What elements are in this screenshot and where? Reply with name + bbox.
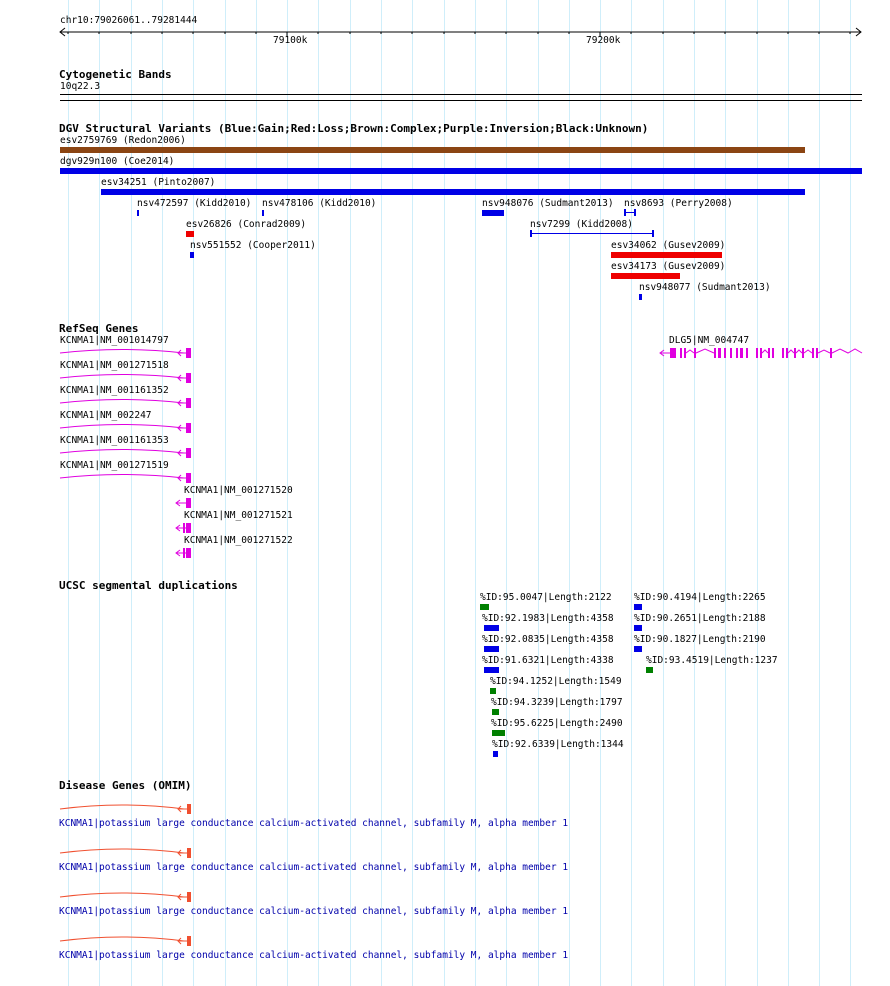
dgv-feature-label: nsv551552 (Cooper2011) <box>190 240 316 251</box>
segdup-label: %ID:92.0835|Length:4358 <box>482 634 614 645</box>
refseq-track-title: RefSeq Genes <box>59 322 139 335</box>
dgv-feature-label: esv26826 (Conrad2009) <box>186 219 307 230</box>
location-label: chr10:79026061..79281444 <box>60 15 198 26</box>
gene-exon <box>746 348 748 358</box>
dgv-feature-label: nsv478106 (Kidd2010) <box>262 198 377 209</box>
gene-exon <box>186 448 191 458</box>
cytoband-label: 10q22.3 <box>60 81 101 92</box>
refseq-gene-label: DLG5|NM_004747 <box>669 335 750 346</box>
cytoband-track-title: Cytogenetic Bands <box>59 68 172 81</box>
segdup-label: %ID:95.0047|Length:2122 <box>480 592 612 603</box>
omim-gene-label: KCNMA1|potassium large conductance calcium-activated channel, subfamily M, alpha member 1 <box>59 818 569 829</box>
gene-exon <box>730 348 732 358</box>
refseq-gene-kcnma1-nm-001271520[interactable] <box>174 495 196 509</box>
gene-exon <box>186 398 191 408</box>
refseq-gene-kcnma1-nm-002247[interactable] <box>58 420 198 434</box>
gene-exon <box>786 348 788 358</box>
gene-exon <box>186 523 191 533</box>
gene-exon <box>186 473 191 483</box>
gene-intron-line <box>696 349 714 353</box>
segdup-feature[interactable] <box>634 625 642 631</box>
dgv-feature-nsv472597[interactable] <box>137 210 139 216</box>
gene-exon <box>187 892 191 902</box>
segdup-label: %ID:90.2651|Length:2188 <box>634 613 766 624</box>
dgv-feature-label: esv34062 (Gusev2009) <box>611 240 726 251</box>
refseq-gene-kcnma1-nm-001271521[interactable] <box>174 520 196 534</box>
gene-intron-line <box>60 425 184 429</box>
gene-exon <box>680 348 682 358</box>
omim-gene-label: KCNMA1|potassium large conductance calcium-activated channel, subfamily M, alpha member 1 <box>59 862 569 873</box>
refseq-gene-kcnma1-nm-001271522[interactable] <box>174 545 196 559</box>
gene-intron-line <box>762 350 768 353</box>
segdup-feature[interactable] <box>492 709 499 715</box>
gene-exon <box>812 348 814 358</box>
cytoband-bar-bottom[interactable] <box>60 100 862 101</box>
refseq-gene-label: KCNMA1|NM_002247 <box>60 410 152 421</box>
segdup-feature[interactable] <box>480 604 489 610</box>
gene-intron-line <box>60 375 184 379</box>
gene-exon <box>187 936 191 946</box>
ruler-tick-label: 79100k <box>273 35 308 46</box>
dgv-feature-nsv948076[interactable] <box>482 210 504 216</box>
gene-exon <box>718 348 721 358</box>
dgv-feature-label: esv34173 (Gusev2009) <box>611 261 726 272</box>
gene-line <box>60 893 184 897</box>
dgv-feature-esv34251[interactable] <box>101 189 805 195</box>
gene-exon <box>760 348 762 358</box>
gene-exon <box>782 348 784 358</box>
dgv-feature-label: nsv948076 (Sudmant2013) <box>482 198 614 209</box>
gene-intron-line <box>804 350 812 353</box>
dgv-feature-label: nsv8693 (Perry2008) <box>624 198 733 209</box>
segdup-label: %ID:90.4194|Length:2265 <box>634 592 766 603</box>
dgv-feature-label: nsv472597 (Kidd2010) <box>137 198 252 209</box>
dgv-feature-esv26826[interactable] <box>186 231 194 237</box>
gene-exon <box>186 423 191 433</box>
segdup-label: %ID:91.6321|Length:4338 <box>482 655 614 666</box>
gene-exon <box>186 548 191 558</box>
gene-intron-line <box>60 475 184 479</box>
omim-gene-kcnma1[interactable] <box>58 889 198 903</box>
gene-exon <box>186 498 191 508</box>
dgv-feature-nsv7299[interactable] <box>528 230 656 238</box>
refseq-gene-label: KCNMA1|NM_001161352 <box>60 385 169 396</box>
segdup-feature[interactable] <box>634 604 642 610</box>
refseq-gene-label: KCNMA1|NM_001271522 <box>184 535 293 546</box>
gene-exon <box>186 373 191 383</box>
gene-exon <box>183 548 185 558</box>
refseq-gene-label: KCNMA1|NM_001271520 <box>184 485 293 496</box>
dgv-feature-esv34173[interactable] <box>611 273 680 279</box>
omim-gene-kcnma1[interactable] <box>58 801 198 815</box>
gene-intron-line <box>832 349 862 353</box>
gene-exon <box>740 348 743 358</box>
refseq-gene-label: KCNMA1|NM_001271521 <box>184 510 293 521</box>
refseq-gene-kcnma1-nm-001271519[interactable] <box>58 470 198 484</box>
gene-intron-line <box>60 400 184 404</box>
gene-intron-line <box>60 350 184 354</box>
gene-line <box>60 937 184 941</box>
omim-gene-label: KCNMA1|potassium large conductance calcium-activated channel, subfamily M, alpha member 1 <box>59 950 569 961</box>
dgv-feature-label: esv2759769 (Redon2006) <box>60 135 186 146</box>
segdup-feature[interactable] <box>492 730 505 736</box>
cytoband-bar-top[interactable] <box>60 94 862 95</box>
gene-exon <box>816 348 818 358</box>
gene-exon <box>772 348 774 358</box>
gene-exon <box>183 523 185 533</box>
dgv-track-title: DGV Structural Variants (Blue:Gain;Red:Loss;Brown:Complex;Purple:Inversion;Black:Unknown) <box>59 122 649 135</box>
segdup-feature[interactable] <box>493 751 498 757</box>
omim-track-title: Disease Genes (OMIM) <box>59 779 192 792</box>
segdup-label: %ID:92.6339|Length:1344 <box>492 739 624 750</box>
refseq-gene-kcnma1-nm-001014797[interactable] <box>58 345 198 359</box>
segdup-label: %ID:93.4519|Length:1237 <box>646 655 778 666</box>
gene-line <box>60 805 184 809</box>
refseq-gene-label: KCNMA1|NM_001161353 <box>60 435 169 446</box>
dgv-feature-nsv8693[interactable] <box>622 209 638 217</box>
segdup-feature[interactable] <box>484 646 499 652</box>
segdup-label: %ID:95.6225|Length:2490 <box>491 718 623 729</box>
gene-intron-line <box>686 350 694 353</box>
gene-intron-line <box>796 350 802 353</box>
dgv-feature-esv2759769[interactable] <box>60 147 805 153</box>
refseq-gene-label: KCNMA1|NM_001271518 <box>60 360 169 371</box>
dgv-feature-label: dgv929n100 (Coe2014) <box>60 156 175 167</box>
dgv-feature-label: nsv7299 (Kidd2008) <box>530 219 633 230</box>
segdup-feature[interactable] <box>634 646 642 652</box>
gene-exon <box>830 348 832 358</box>
segdup-feature[interactable] <box>484 667 499 673</box>
gene-exon <box>684 348 686 358</box>
ruler-axis[interactable] <box>0 24 890 44</box>
refseq-gene-dlg5-nm-004747[interactable] <box>658 345 864 359</box>
gene-exon <box>794 348 796 358</box>
refseq-gene-kcnma1-nm-001161352[interactable] <box>58 395 198 409</box>
segdup-label: %ID:94.3239|Length:1797 <box>491 697 623 708</box>
omim-gene-kcnma1[interactable] <box>58 845 198 859</box>
refseq-gene-label: KCNMA1|NM_001014797 <box>60 335 169 346</box>
dgv-feature-dgv929n100[interactable] <box>60 168 862 174</box>
refseq-gene-kcnma1-nm-001271518[interactable] <box>58 370 198 384</box>
ruler-tick-label: 79200k <box>586 35 621 46</box>
segdup-label: %ID:92.1983|Length:4358 <box>482 613 614 624</box>
gene-intron-line <box>60 450 184 454</box>
gene-exon <box>187 848 191 858</box>
omim-gene-label: KCNMA1|potassium large conductance calcium-activated channel, subfamily M, alpha member 1 <box>59 906 569 917</box>
gene-exon <box>736 348 738 358</box>
refseq-gene-kcnma1-nm-001161353[interactable] <box>58 445 198 459</box>
dgv-feature-esv34062[interactable] <box>611 252 722 258</box>
gene-exon <box>756 348 758 358</box>
gene-intron-line <box>788 350 794 353</box>
gene-line <box>60 849 184 853</box>
segdup-feature[interactable] <box>490 688 496 694</box>
dgv-feature-nsv478106[interactable] <box>262 210 264 216</box>
dgv-feature-nsv948077[interactable] <box>639 294 642 300</box>
gene-exon <box>694 348 696 358</box>
omim-gene-kcnma1[interactable] <box>58 933 198 947</box>
gene-exon <box>186 348 191 358</box>
gene-exon <box>724 348 726 358</box>
dgv-feature-label: esv34251 (Pinto2007) <box>101 177 216 188</box>
gene-exon <box>768 348 770 358</box>
gene-exon <box>187 804 191 814</box>
segdup-feature[interactable] <box>484 625 499 631</box>
segdup-feature[interactable] <box>646 667 653 673</box>
refseq-gene-label: KCNMA1|NM_001271519 <box>60 460 169 471</box>
dgv-feature-label: nsv948077 (Sudmant2013) <box>639 282 771 293</box>
segdup-label: %ID:94.1252|Length:1549 <box>490 676 622 687</box>
dgv-feature-nsv551552[interactable] <box>190 252 194 258</box>
gene-exon <box>670 348 676 358</box>
gene-exon <box>802 348 804 358</box>
gene-exon <box>714 348 716 358</box>
gene-intron-line <box>818 350 830 353</box>
segdup-track-title: UCSC segmental duplications <box>59 579 238 592</box>
segdup-label: %ID:90.1827|Length:2190 <box>634 634 766 645</box>
